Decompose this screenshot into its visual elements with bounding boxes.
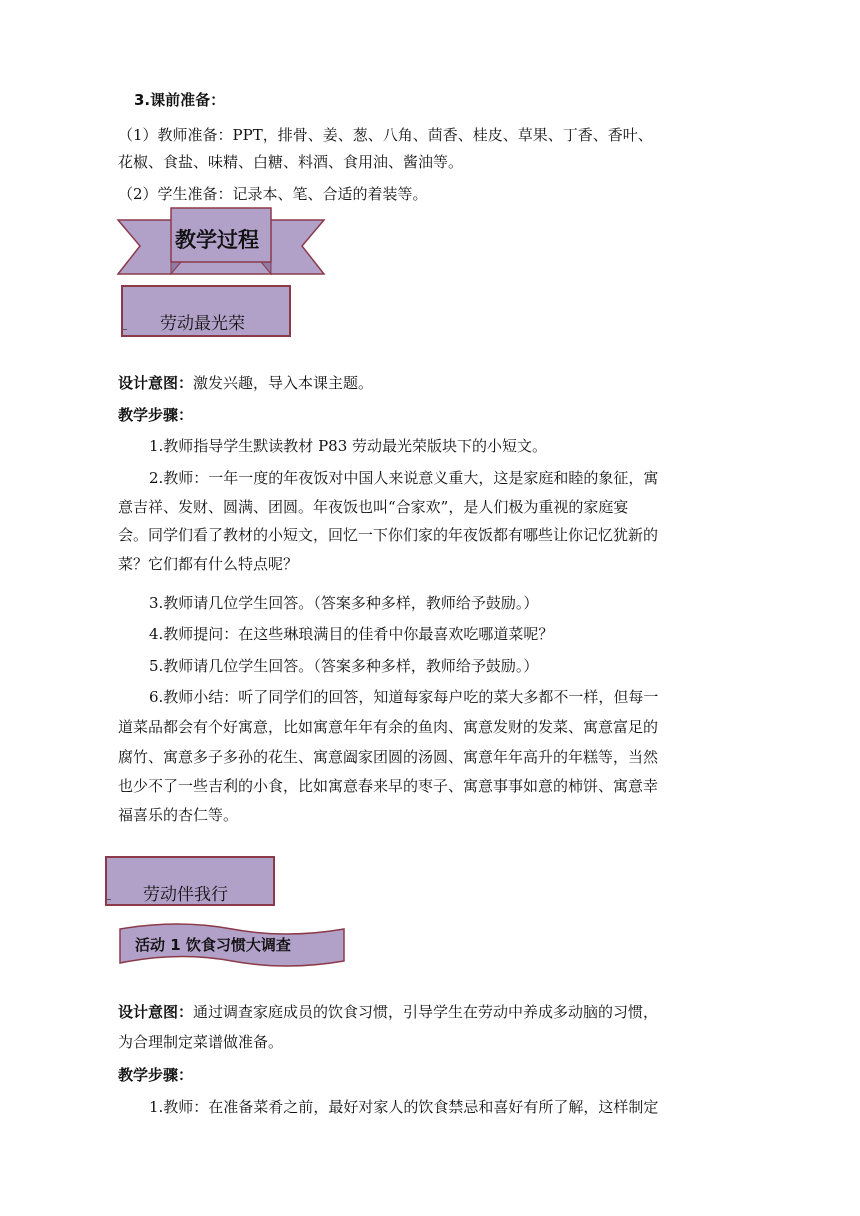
- activity-title: 活动 1 饮食习惯大调查: [135, 936, 291, 954]
- design-intent-label: 设计意图：: [118, 1003, 194, 1021]
- section-title-box: [121, 285, 291, 337]
- design-intent: [118, 372, 373, 394]
- step-line: 福喜乐的杏仁等。: [118, 806, 239, 824]
- step-line: 3.教师请几位学生回答。（答案多种多样，教师给予鼓励。）: [149, 594, 539, 612]
- section-title-box: [105, 856, 275, 906]
- step-line: 菜？它们都有什么特点呢？: [118, 555, 299, 573]
- step-line: 4.教师提问：在这些琳琅满目的佳肴中你最喜欢吃哪道菜呢？: [149, 625, 554, 643]
- step-line: 意吉祥、发财、圆满、团圆。年夜饭也叫“合家欢”，是人们极为重视的家庭宴: [118, 498, 629, 516]
- prep-heading: 3.课前准备：: [134, 91, 226, 109]
- step-line: 腐竹、寓意多子多孙的花生、寓意阖家团圆的汤圆、寓意年年高升的年糕等，当然: [118, 748, 659, 766]
- step-line: 2.教师：一年一度的年夜饭对中国人来说意义重大，这是家庭和睦的象征，寓: [149, 469, 659, 487]
- step-line: 也少不了一些吉利的小食，比如寓意春来早的枣子、寓意事事如意的柿饼、寓意幸: [118, 777, 659, 795]
- design-intent-text: 激发兴趣，导入本课主题。: [193, 374, 374, 392]
- steps-label: 教学步骤：: [118, 1066, 194, 1084]
- step-line: 道菜品都会有个好寓意，比如寓意年年有余的鱼肉、寓意发财的发菜、寓意富足的: [118, 718, 659, 736]
- section-title: 劳动最光荣: [160, 314, 245, 334]
- corner-mark: [123, 329, 127, 330]
- design-intent-text: 通过调查家庭成员的饮食习惯，引导学生在劳动中养成多动脑的习惯，: [193, 1003, 659, 1021]
- step-line: 1.教师指导学生默读教材 P83 劳动最光荣版块下的小短文。: [149, 437, 548, 455]
- design-intent-line2: 为合理制定菜谱做准备。: [118, 1033, 284, 1051]
- design-intent-label: 设计意图：: [118, 374, 194, 392]
- step-line: 6.教师小结：听了同学们的回答，知道每家每户吃的菜大多都不一样，但每一: [149, 688, 659, 706]
- steps-label: 教学步骤：: [118, 406, 194, 424]
- step-line: 会。同学们看了教材的小短文，回忆一下你们家的年夜饭都有哪些让你记忆犹新的: [118, 526, 659, 544]
- step-line: 1.教师：在准备菜肴之前，最好对家人的饮食禁忌和喜好有所了解，这样制定: [149, 1098, 659, 1116]
- banner-title: 教学过程: [175, 228, 259, 252]
- design-intent: [118, 1001, 658, 1023]
- prep-teacher-line2: 花椒、食盐、味精、白糖、料酒、食用油、酱油等。: [118, 153, 464, 171]
- corner-mark: [107, 899, 111, 900]
- section-title: 劳动伴我行: [143, 885, 228, 905]
- step-line: 5.教师请几位学生回答。（答案多种多样，教师给予鼓励。）: [149, 657, 539, 675]
- prep-teacher-line1: （1）教师准备：PPT，排骨、姜、葱、八角、茴香、桂皮、草果、丁香、香叶、: [118, 126, 653, 144]
- prep-student-line: （2）学生准备：记录本、笔、合适的着装等。: [118, 185, 428, 203]
